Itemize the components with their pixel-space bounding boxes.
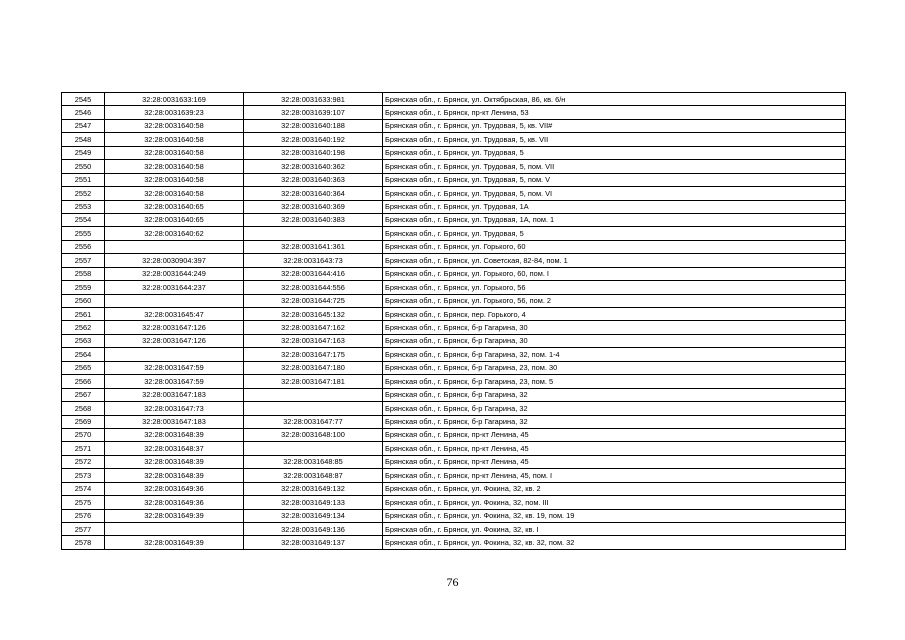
row-number-cell: 2559 [62, 281, 105, 294]
cadastral-number-cell [105, 240, 244, 253]
row-number-cell: 2566 [62, 375, 105, 388]
registry-table-body [62, 93, 846, 550]
address-cell: Брянская обл., г. Брянск, ул. Трудовая, 5, кв. VII# [383, 119, 846, 132]
address-cell: Брянская обл., г. Брянск, ул. Фокина, 32, кв. 32, пом. 32 [383, 536, 846, 549]
table-row [62, 496, 846, 509]
object-cadastral-number-cell: 32:28:0031640:383 [244, 213, 383, 226]
cadastral-number-cell: 32:28:0031644:237 [105, 281, 244, 294]
cadastral-number-cell: 32:28:0031640:58 [105, 119, 244, 132]
table-row [62, 482, 846, 495]
object-cadastral-number-cell [244, 442, 383, 455]
cadastral-number-cell: 32:28:0031640:58 [105, 133, 244, 146]
object-cadastral-number-cell: 32:28:0031649:132 [244, 482, 383, 495]
cadastral-number-cell [105, 348, 244, 361]
address-cell: Брянская обл., г. Брянск, пер. Горького, 4 [383, 308, 846, 321]
table-row [62, 146, 846, 159]
registry-table [61, 92, 846, 550]
cadastral-number-cell: 32:28:0031647:59 [105, 375, 244, 388]
address-cell: Брянская обл., г. Брянск, ул. Фокина, 32, кв. I [383, 523, 846, 536]
address-cell: Брянская обл., г. Брянск, ул. Фокина, 32, кв. 2 [383, 482, 846, 495]
row-number-cell: 2550 [62, 160, 105, 173]
address-cell: Брянская обл., г. Брянск, ул. Горького, 60 [383, 240, 846, 253]
object-cadastral-number-cell [244, 402, 383, 415]
address-cell: Брянская обл., г. Брянск, ул. Октябрьская, 86, кв. 6/н [383, 93, 846, 106]
row-number-cell: 2558 [62, 267, 105, 280]
address-cell: Брянская обл., г. Брянск, ул. Горького, 60, пом. I [383, 267, 846, 280]
row-number-cell: 2578 [62, 536, 105, 549]
table-row [62, 160, 846, 173]
object-cadastral-number-cell: 32:28:0031644:556 [244, 281, 383, 294]
cadastral-number-cell [105, 294, 244, 307]
object-cadastral-number-cell: 32:28:0031649:133 [244, 496, 383, 509]
cadastral-number-cell: 32:28:0031645:47 [105, 308, 244, 321]
row-number-cell: 2553 [62, 200, 105, 213]
cadastral-number-cell: 32:28:0031640:58 [105, 146, 244, 159]
address-cell: Брянская обл., г. Брянск, б-р Гагарина, 32 [383, 415, 846, 428]
object-cadastral-number-cell: 32:28:0031649:134 [244, 509, 383, 522]
table-row [62, 173, 846, 186]
cadastral-number-cell: 32:28:0031644:249 [105, 267, 244, 280]
page-number: 76 [446, 575, 459, 589]
table-row [62, 254, 846, 267]
table-row [62, 415, 846, 428]
address-cell: Брянская обл., г. Брянск, ул. Трудовая, 5, пом. VI [383, 187, 846, 200]
object-cadastral-number-cell: 32:28:0031643:73 [244, 254, 383, 267]
object-cadastral-number-cell: 32:28:0031647:180 [244, 361, 383, 374]
row-number-cell: 2552 [62, 187, 105, 200]
address-cell: Брянская обл., г. Брянск, ул. Трудовая, 1А, пом. 1 [383, 213, 846, 226]
object-cadastral-number-cell: 32:28:0031649:136 [244, 523, 383, 536]
address-cell: Брянская обл., г. Брянск, б-р Гагарина, 23, пом. 30 [383, 361, 846, 374]
table-row [62, 523, 846, 536]
address-cell: Брянская обл., г. Брянск, б-р Гагарина, 32, пом. 1-4 [383, 348, 846, 361]
row-number-cell: 2548 [62, 133, 105, 146]
address-cell: Брянская обл., г. Брянск, ул. Трудовая, 5, кв. VII [383, 133, 846, 146]
cadastral-number-cell: 32:28:0031639:23 [105, 106, 244, 119]
address-cell: Брянская обл., г. Брянск, пр-кт Ленина, 45 [383, 442, 846, 455]
object-cadastral-number-cell: 32:28:0031647:163 [244, 334, 383, 347]
object-cadastral-number-cell: 32:28:0031647:175 [244, 348, 383, 361]
object-cadastral-number-cell: 32:28:0031647:181 [244, 375, 383, 388]
table-row [62, 267, 846, 280]
address-cell: Брянская обл., г. Брянск, б-р Гагарина, 32 [383, 402, 846, 415]
cadastral-number-cell [105, 523, 244, 536]
table-row [62, 240, 846, 253]
object-cadastral-number-cell: 32:28:0031640:192 [244, 133, 383, 146]
row-number-cell: 2547 [62, 119, 105, 132]
cadastral-number-cell: 32:28:0031647:183 [105, 388, 244, 401]
table-row [62, 187, 846, 200]
address-cell: Брянская обл., г. Брянск, б-р Гагарина, 23, пом. 5 [383, 375, 846, 388]
row-number-cell: 2551 [62, 173, 105, 186]
row-number-cell: 2557 [62, 254, 105, 267]
table-row [62, 361, 846, 374]
address-cell: Брянская обл., г. Брянск, ул. Трудовая, 5, пом. V [383, 173, 846, 186]
row-number-cell: 2563 [62, 334, 105, 347]
cadastral-number-cell: 32:28:0031649:36 [105, 496, 244, 509]
table-row [62, 321, 846, 334]
object-cadastral-number-cell: 32:28:0031645:132 [244, 308, 383, 321]
table-row [62, 213, 846, 226]
address-cell: Брянская обл., г. Брянск, пр-кт Ленина, 53 [383, 106, 846, 119]
cadastral-number-cell: 32:28:0030904:397 [105, 254, 244, 267]
address-cell: Брянская обл., г. Брянск, б-р Гагарина, 30 [383, 321, 846, 334]
row-number-cell: 2561 [62, 308, 105, 321]
row-number-cell: 2571 [62, 442, 105, 455]
row-number-cell: 2574 [62, 482, 105, 495]
cadastral-number-cell: 32:28:0031647:126 [105, 334, 244, 347]
cadastral-number-cell: 32:28:0031640:62 [105, 227, 244, 240]
cadastral-number-cell: 32:28:0031640:58 [105, 173, 244, 186]
cadastral-number-cell: 32:28:0031649:39 [105, 536, 244, 549]
row-number-cell: 2573 [62, 469, 105, 482]
row-number-cell: 2546 [62, 106, 105, 119]
table-row [62, 348, 846, 361]
object-cadastral-number-cell: 32:28:0031640:188 [244, 119, 383, 132]
object-cadastral-number-cell: 32:28:0031640:362 [244, 160, 383, 173]
object-cadastral-number-cell [244, 388, 383, 401]
object-cadastral-number-cell: 32:28:0031640:369 [244, 200, 383, 213]
table-row [62, 106, 846, 119]
address-cell: Брянская обл., г. Брянск, ул. Трудовая, 5 [383, 227, 846, 240]
row-number-cell: 2576 [62, 509, 105, 522]
table-row [62, 200, 846, 213]
row-number-cell: 2554 [62, 213, 105, 226]
address-cell: Брянская обл., г. Брянск, ул. Трудовая, 5, пом. VII [383, 160, 846, 173]
object-cadastral-number-cell [244, 227, 383, 240]
object-cadastral-number-cell: 32:28:0031640:363 [244, 173, 383, 186]
cadastral-number-cell: 32:28:0031648:39 [105, 455, 244, 468]
cadastral-number-cell: 32:28:0031649:36 [105, 482, 244, 495]
table-row [62, 133, 846, 146]
object-cadastral-number-cell: 32:28:0031644:725 [244, 294, 383, 307]
cadastral-number-cell: 32:28:0031633:169 [105, 93, 244, 106]
row-number-cell: 2572 [62, 455, 105, 468]
table-row [62, 334, 846, 347]
cadastral-number-cell: 32:28:0031648:37 [105, 442, 244, 455]
row-number-cell: 2577 [62, 523, 105, 536]
row-number-cell: 2545 [62, 93, 105, 106]
address-cell: Брянская обл., г. Брянск, ул. Трудовая, 1А [383, 200, 846, 213]
object-cadastral-number-cell: 32:28:0031640:198 [244, 146, 383, 159]
object-cadastral-number-cell: 32:28:0031644:416 [244, 267, 383, 280]
address-cell: Брянская обл., г. Брянск, б-р Гагарина, 30 [383, 334, 846, 347]
table-row [62, 402, 846, 415]
row-number-cell: 2567 [62, 388, 105, 401]
object-cadastral-number-cell: 32:28:0031633:981 [244, 93, 383, 106]
object-cadastral-number-cell: 32:28:0031647:162 [244, 321, 383, 334]
cadastral-number-cell: 32:28:0031647:183 [105, 415, 244, 428]
address-cell: Брянская обл., г. Брянск, ул. Трудовая, 5 [383, 146, 846, 159]
row-number-cell: 2575 [62, 496, 105, 509]
address-cell: Брянская обл., г. Брянск, пр-кт Ленина, 45 [383, 455, 846, 468]
object-cadastral-number-cell: 32:28:0031648:100 [244, 428, 383, 441]
object-cadastral-number-cell: 32:28:0031648:87 [244, 469, 383, 482]
object-cadastral-number-cell: 32:28:0031647:77 [244, 415, 383, 428]
object-cadastral-number-cell: 32:28:0031640:364 [244, 187, 383, 200]
address-cell: Брянская обл., г. Брянск, ул. Горького, 56, пом. 2 [383, 294, 846, 307]
table-row [62, 428, 846, 441]
cadastral-number-cell: 32:28:0031647:59 [105, 361, 244, 374]
address-cell: Брянская обл., г. Брянск, б-р Гагарина, 32 [383, 388, 846, 401]
address-cell: Брянская обл., г. Брянск, пр-кт Ленина, 45 [383, 428, 846, 441]
row-number-cell: 2560 [62, 294, 105, 307]
object-cadastral-number-cell: 32:28:0031649:137 [244, 536, 383, 549]
cadastral-number-cell: 32:28:0031648:39 [105, 469, 244, 482]
address-cell: Брянская обл., г. Брянск, пр-кт Ленина, 45, пом. I [383, 469, 846, 482]
address-cell: Брянская обл., г. Брянск, ул. Фокина, 32, кв. 19, пом. 19 [383, 509, 846, 522]
object-cadastral-number-cell: 32:28:0031648:85 [244, 455, 383, 468]
row-number-cell: 2555 [62, 227, 105, 240]
row-number-cell: 2564 [62, 348, 105, 361]
row-number-cell: 2570 [62, 428, 105, 441]
cadastral-number-cell: 32:28:0031640:65 [105, 213, 244, 226]
row-number-cell: 2568 [62, 402, 105, 415]
cadastral-number-cell: 32:28:0031640:58 [105, 187, 244, 200]
table-row [62, 281, 846, 294]
object-cadastral-number-cell: 32:28:0031641:361 [244, 240, 383, 253]
cadastral-number-cell: 32:28:0031640:58 [105, 160, 244, 173]
table-row [62, 388, 846, 401]
table-row [62, 442, 846, 455]
cadastral-number-cell: 32:28:0031640:65 [105, 200, 244, 213]
address-cell: Брянская обл., г. Брянск, ул. Советская, 82-84, пом. 1 [383, 254, 846, 267]
table-row [62, 227, 846, 240]
table-row [62, 375, 846, 388]
table-row [62, 93, 846, 106]
row-number-cell: 2569 [62, 415, 105, 428]
table-row [62, 509, 846, 522]
address-cell: Брянская обл., г. Брянск, ул. Фокина, 32, пом. III [383, 496, 846, 509]
object-cadastral-number-cell: 32:28:0031639:107 [244, 106, 383, 119]
table-row [62, 469, 846, 482]
table-row [62, 308, 846, 321]
cadastral-number-cell: 32:28:0031647:126 [105, 321, 244, 334]
address-cell: Брянская обл., г. Брянск, ул. Горького, 56 [383, 281, 846, 294]
table-row [62, 536, 846, 549]
table-row [62, 455, 846, 468]
cadastral-number-cell: 32:28:0031648:39 [105, 428, 244, 441]
cadastral-number-cell: 32:28:0031647:73 [105, 402, 244, 415]
row-number-cell: 2556 [62, 240, 105, 253]
row-number-cell: 2565 [62, 361, 105, 374]
row-number-cell: 2549 [62, 146, 105, 159]
cadastral-number-cell: 32:28:0031649:39 [105, 509, 244, 522]
table-row [62, 119, 846, 132]
table-row [62, 294, 846, 307]
row-number-cell: 2562 [62, 321, 105, 334]
